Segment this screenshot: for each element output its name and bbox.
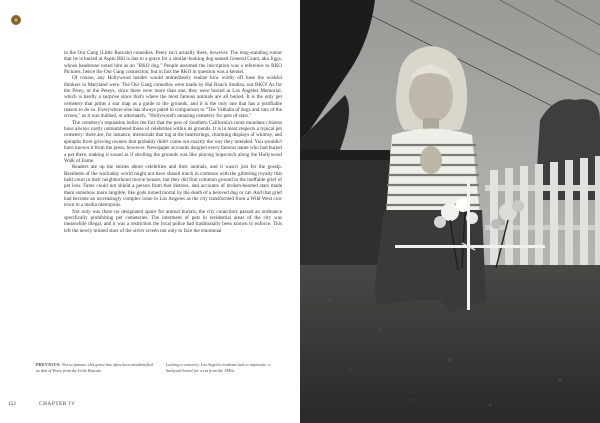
paragraph: Readers ate up the stories about celebrities and their animals, and it wasn't just for the gossip. Residents of the workaday world might not have shared much in common with the glittering royalty that held court in their neighborhood movie houses, but they did find common ground in the ineffable grief of pet loss. Fame could not shield a person from that distress, and accounts of broken-hearted stars made them somehow more tangible, like gods turned mortal by the death of a beloved dog or cat. And that grief had become an increasingly complex issue in Los Angeles as the city transformed from a Wild West cow town to a media metropolis. (64, 164, 282, 209)
folio (8, 401, 208, 407)
paragraph: in the Our Gang (Little Rascals) comedies. Petey isn't actually there, however. The long-standing rumor that he is buried at Aspin Hill is due to a grave for a similar-looking dog named General Grant, aka Jiggs, whose headstone noted him as an "RKO dog." People assumed the inscription was a reference to RKO Pictures, hence the Our Gang connection, but in fact the RKO in question was a kennel. (64, 50, 282, 76)
caption-current (166, 362, 274, 373)
captions (36, 362, 286, 373)
paragraph: Not only was there no designated space for animal burials, the city councilors passed an ordinance specifically prohibiting pet cemeteries. The interment of pets in residential areas of the city was meanwhile illegal, and it was a restriction the local police had traditionally been known to enforce. This left the newly minted stars of the silver screen not only to face the emotional (64, 208, 282, 234)
caption-previous (36, 362, 154, 373)
page-number: 152 (8, 401, 16, 407)
paragraph: Of course, any Hollywood insider would immediately realize how wildly off base the wishful thinkers in Maryland were. The Our Gang comedies were made by Hal Roach Studios, not RKO! As for the Petey, or the Peteys, since there were more than one, they were buried at Los Angeles Memorial, which is hardly a surprise since that's where the most famous animals are all buried. It is the only pet cemetery that prints a star map as a guide to the grounds, and it is the only one that has a justifiable reason to do so. Everywhere else has always paled in comparison to "The Valhalla of dogs and cats of the screen," as it was dubbed, or alternately, "Hollywood's amazing cemetery for pets of stars." (64, 75, 282, 120)
caption-text: Lacking a cemetery, Los Angeles residents had to improvise: a backyard burial for a cat from the 1940s. (166, 362, 271, 373)
caption-text: Not so famous: this grave has often been misidentified as that of Petey from the Little Rascals. (36, 362, 153, 373)
ornament-icon (10, 14, 22, 26)
running-head: CHAPTER IV (39, 401, 76, 407)
body-text (64, 50, 282, 234)
paragraph: The cemetery's reputation belies the fact that the pets of Southern California's more mundane citizens have always vastly outnumbered those of celebrities within its grounds. It is in most respects a typical pet cemetery: there are, for instance, memorials that tug at the heartstrings, charming displays of whimsy, and epitaphs from grieving owners that probably didn't come out exactly the way they intended. You wouldn't have known it from the press, however. Newspaper accounts dangled every famous name who had buried a pet there, making it sound as if strolling the grounds was like playing hopscotch along the Hollywood Walk of Fame. (64, 119, 282, 164)
caption-label: PREVIOUS: (36, 362, 61, 367)
photo-girl-at-pet-grave (300, 0, 600, 423)
right-page (300, 0, 600, 423)
